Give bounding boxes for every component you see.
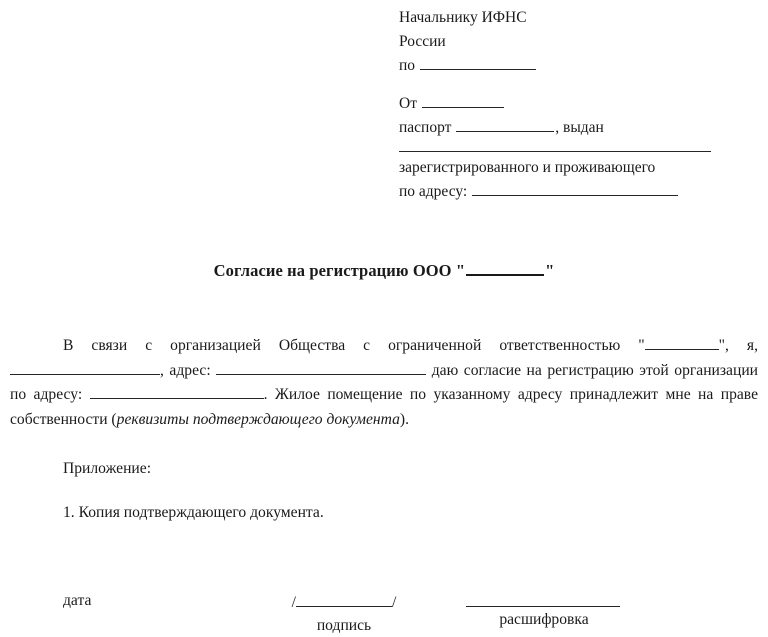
decode-caption: расшифровка xyxy=(499,611,589,628)
body-segment-italic-note: реквизиты подтверждающего документа xyxy=(116,410,400,428)
passport-label: паспорт xyxy=(399,119,452,136)
body-segment-close: ). xyxy=(399,410,409,428)
signature-blank[interactable] xyxy=(296,592,392,607)
body-segment-address-label: , адрес: xyxy=(160,361,211,379)
body-registration-address-blank[interactable] xyxy=(90,383,264,399)
addressee-block xyxy=(399,6,719,204)
applicant-address-blank[interactable] xyxy=(472,180,678,196)
signature-caption: подпись xyxy=(316,617,372,635)
addressee-region-label: по xyxy=(399,57,416,74)
applicant-address-line xyxy=(399,180,719,204)
document-title-text: Согласие на регистрацию ООО " xyxy=(213,260,466,280)
passport-number-blank[interactable] xyxy=(456,116,554,132)
applicant-passport-line xyxy=(399,116,719,140)
addressee-line-authority: Начальнику ИФНС xyxy=(399,9,527,26)
body-segment-ownership: . Жилое помещение по указанному адресу принадлежит мне на праве собственности ( xyxy=(10,386,758,428)
applicant-registered-label: зарегистрированного и проживающего xyxy=(399,159,656,176)
signature-rule xyxy=(283,592,405,613)
document-title-closing-quote: " xyxy=(545,260,555,280)
applicant-from-label: От xyxy=(399,95,417,112)
signature-slash-left: / xyxy=(291,594,296,612)
date-label: дата xyxy=(63,592,92,609)
appendix-heading: Приложение: xyxy=(63,460,152,477)
applicant-address-label: по адресу: xyxy=(399,183,468,200)
signature-slot xyxy=(283,592,405,637)
appendix-item-1: 1. Копия подтверждающего документа. xyxy=(63,504,324,521)
addressee-region-blank[interactable] xyxy=(420,54,536,70)
body-paragraph xyxy=(10,334,758,432)
body-segment-after-company: ", я, xyxy=(718,337,759,354)
decode-rule xyxy=(466,592,622,607)
addressee-spacer xyxy=(399,78,719,92)
addressee-line-country: России xyxy=(399,33,446,50)
decode-slot xyxy=(466,592,622,631)
body-segment-consent: даю согласие на регистрацию этой организации по адресу: xyxy=(10,361,759,403)
decode-blank[interactable] xyxy=(466,592,620,607)
addressee-line-region xyxy=(399,54,719,78)
body-company-blank[interactable] xyxy=(645,334,719,350)
passport-issuer-blank[interactable] xyxy=(399,151,711,152)
body-person-address-blank[interactable] xyxy=(216,359,426,375)
applicant-name-blank[interactable] xyxy=(422,92,504,108)
body-segment-intro: В связи с организацией Общества с ограниченной ответственностью " xyxy=(63,337,645,354)
company-name-blank[interactable] xyxy=(466,259,544,276)
passport-issued-label: , выдан xyxy=(555,119,604,136)
document-title xyxy=(0,259,768,281)
applicant-name-line xyxy=(399,92,719,116)
body-person-blank[interactable] xyxy=(10,359,160,375)
signature-slash-right: / xyxy=(392,594,397,612)
